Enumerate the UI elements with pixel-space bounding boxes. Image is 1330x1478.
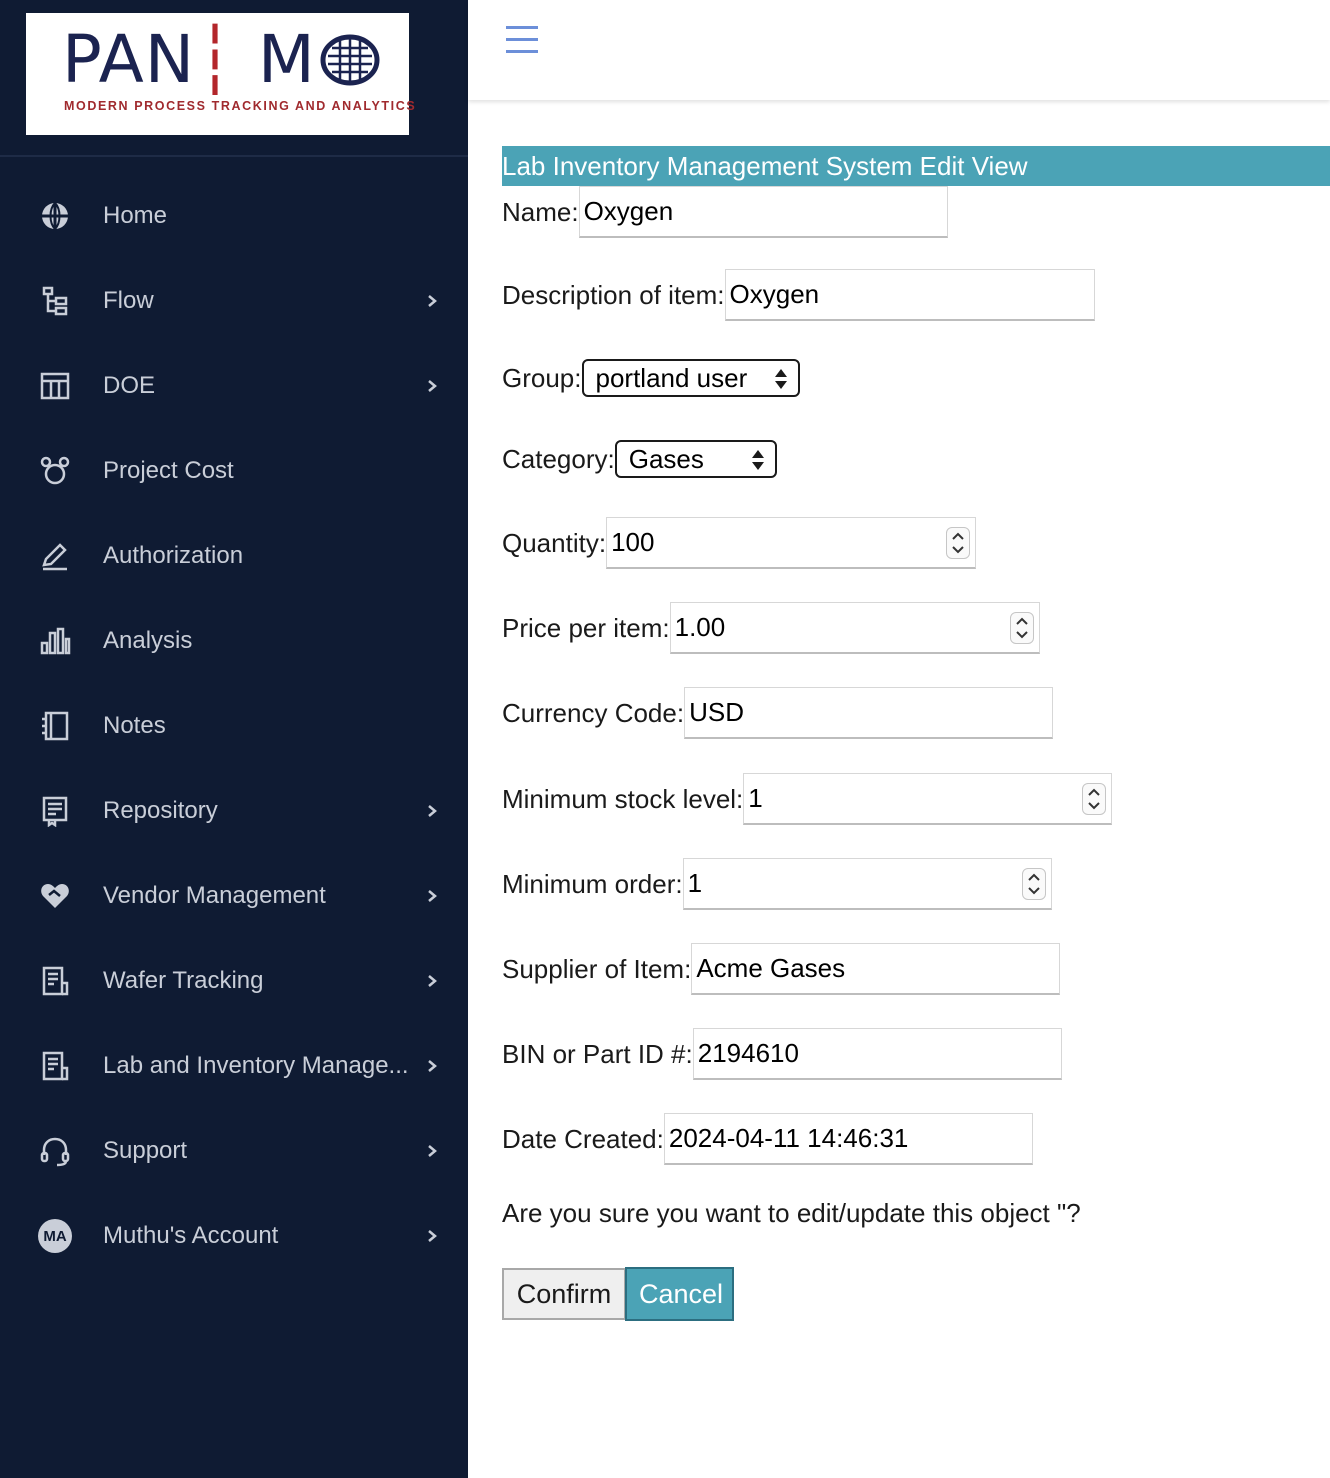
sidebar-item-lab-inventory[interactable] — [0, 1036, 468, 1096]
avatar-initials: MA — [38, 1219, 72, 1253]
field-label: Price per item: — [502, 612, 670, 643]
field-label: Category: — [502, 443, 615, 474]
min-order-spinner[interactable] — [1022, 868, 1046, 900]
field-min-stock — [502, 773, 1112, 825]
price-stepper — [670, 602, 1040, 654]
field-label: Minimum order: — [502, 868, 683, 899]
chevron-right-icon — [424, 1058, 440, 1074]
min-stock-input[interactable] — [743, 773, 1112, 825]
brand-logo[interactable] — [26, 13, 417, 135]
sidebar-item-analysis[interactable] — [0, 611, 468, 671]
min-stock-spinner[interactable] — [1082, 783, 1106, 815]
sidebar-item-project-cost[interactable] — [0, 441, 468, 501]
min-order-input[interactable] — [683, 858, 1052, 910]
sidebar-item-label: Analysis — [103, 627, 193, 654]
field-label: Name: — [502, 196, 579, 227]
sidebar-item-authorization[interactable] — [0, 526, 468, 586]
field-price — [502, 602, 1040, 654]
field-label: BIN or Part ID #: — [502, 1038, 693, 1069]
sidebar-divider — [0, 155, 468, 157]
spinner-arrows-icon — [1023, 869, 1045, 899]
name-input[interactable] — [579, 186, 948, 238]
sidebar-item-account[interactable] — [0, 1206, 468, 1266]
heart-handshake-icon — [38, 879, 72, 913]
globe-icon — [38, 199, 72, 233]
field-label: Group: — [502, 362, 582, 393]
sidebar-item-label: DOE — [103, 372, 156, 399]
spinner-arrows-icon — [1083, 784, 1105, 814]
sidebar-item-repository[interactable] — [0, 781, 468, 841]
bar-chart-icon — [38, 624, 72, 658]
hamburger-menu-icon[interactable] — [506, 24, 538, 56]
quantity-input[interactable] — [606, 517, 976, 569]
field-name — [502, 186, 948, 238]
sidebar-item-label: Support — [103, 1137, 188, 1164]
sidebar-item-label: Notes — [103, 712, 166, 739]
chevron-right-icon — [424, 1228, 440, 1244]
confirmation-question: Are you sure you want to edit/update this object "? — [502, 1198, 1081, 1228]
supplier-input[interactable] — [691, 943, 1060, 995]
sidebar-item-support[interactable] — [0, 1121, 468, 1181]
table-icon — [38, 369, 72, 403]
sidebar-item-label: Vendor Management — [103, 882, 326, 909]
sidebar-item-label: Project Cost — [103, 457, 234, 484]
chevron-right-icon — [424, 1143, 440, 1159]
select-arrows-icon — [749, 447, 767, 473]
confirm-button[interactable]: Confirm — [502, 1268, 626, 1320]
repository-icon — [38, 794, 72, 828]
logo-vial-mark: ┆ — [195, 21, 236, 98]
avatar — [38, 1219, 72, 1253]
price-spinner[interactable] — [1010, 612, 1034, 644]
min-stock-stepper — [743, 773, 1112, 825]
sidebar-item-wafer-tracking[interactable] — [0, 951, 468, 1011]
edit-form — [502, 146, 1330, 1309]
sidebar-item-label: Lab and Inventory Manage... — [103, 1052, 409, 1079]
field-label: Quantity: — [502, 527, 607, 558]
logo-word-left: PAN — [62, 21, 196, 98]
sidebar-item-label: Repository — [103, 797, 218, 824]
group-select-value: portland user — [595, 362, 748, 393]
quantity-spinner[interactable] — [946, 527, 970, 559]
chevron-right-icon — [424, 888, 440, 904]
field-description — [502, 269, 1095, 321]
field-bin — [502, 1028, 1062, 1080]
field-label: Minimum stock level: — [502, 783, 744, 814]
sidebar-item-home[interactable] — [0, 186, 468, 246]
field-label: Supplier of Item: — [502, 953, 692, 984]
group-select[interactable] — [582, 359, 800, 397]
chevron-right-icon — [424, 973, 440, 989]
pen-icon — [38, 539, 72, 573]
sidebar-item-label: Wafer Tracking — [103, 967, 264, 994]
bin-input[interactable] — [693, 1028, 1062, 1080]
field-label: Description of item: — [502, 279, 725, 310]
field-group — [502, 352, 800, 404]
document-icon — [38, 964, 72, 998]
sidebar-item-label: Home — [103, 202, 168, 229]
chevron-right-icon — [424, 378, 440, 394]
field-category — [502, 433, 777, 485]
field-quantity — [502, 517, 976, 569]
sidebar-item-flow[interactable] — [0, 271, 468, 331]
flow-tree-icon — [38, 284, 72, 318]
sidebar-item-label: Authorization — [103, 542, 244, 569]
field-date-created — [502, 1113, 1033, 1165]
sidebar-item-vendor-management[interactable] — [0, 866, 468, 926]
date-created-input[interactable] — [664, 1113, 1033, 1165]
field-supplier — [502, 943, 1060, 995]
quantity-stepper — [606, 517, 976, 569]
logo-word-right: M — [257, 21, 316, 98]
project-cost-icon — [38, 454, 72, 488]
document-icon — [38, 1049, 72, 1083]
notebook-icon — [38, 709, 72, 743]
price-input[interactable] — [670, 602, 1040, 654]
category-select-value: Gases — [628, 443, 704, 474]
field-label: Currency Code: — [502, 697, 685, 728]
top-bar — [468, 0, 1330, 100]
chevron-right-icon — [424, 293, 440, 309]
field-min-order — [502, 858, 1052, 910]
wafer-globe-icon — [320, 34, 380, 86]
page-title: Lab Inventory Management System Edit View — [502, 146, 1330, 186]
spinner-arrows-icon — [947, 528, 969, 558]
sidebar-item-doe[interactable] — [0, 356, 468, 416]
sidebar-item-label: Muthu's Account — [103, 1222, 279, 1249]
select-arrows-icon — [772, 366, 790, 392]
sidebar — [0, 0, 468, 1478]
min-order-stepper — [683, 858, 1052, 910]
cancel-button[interactable]: Cancel — [625, 1267, 734, 1321]
spinner-arrows-icon — [1011, 613, 1033, 643]
logo-tagline: MODERN PROCESS TRACKING AND ANALYTICS — [64, 99, 417, 113]
sidebar-item-label: Flow — [103, 287, 154, 314]
category-select[interactable] — [615, 440, 777, 478]
currency-input[interactable] — [684, 687, 1053, 739]
description-input[interactable] — [725, 269, 1095, 321]
field-currency — [502, 687, 1053, 739]
chevron-right-icon — [424, 803, 440, 819]
headset-icon — [38, 1134, 72, 1168]
field-label: Date Created: — [502, 1123, 664, 1154]
sidebar-item-notes[interactable] — [0, 696, 468, 756]
logo-wordmark — [62, 21, 380, 98]
